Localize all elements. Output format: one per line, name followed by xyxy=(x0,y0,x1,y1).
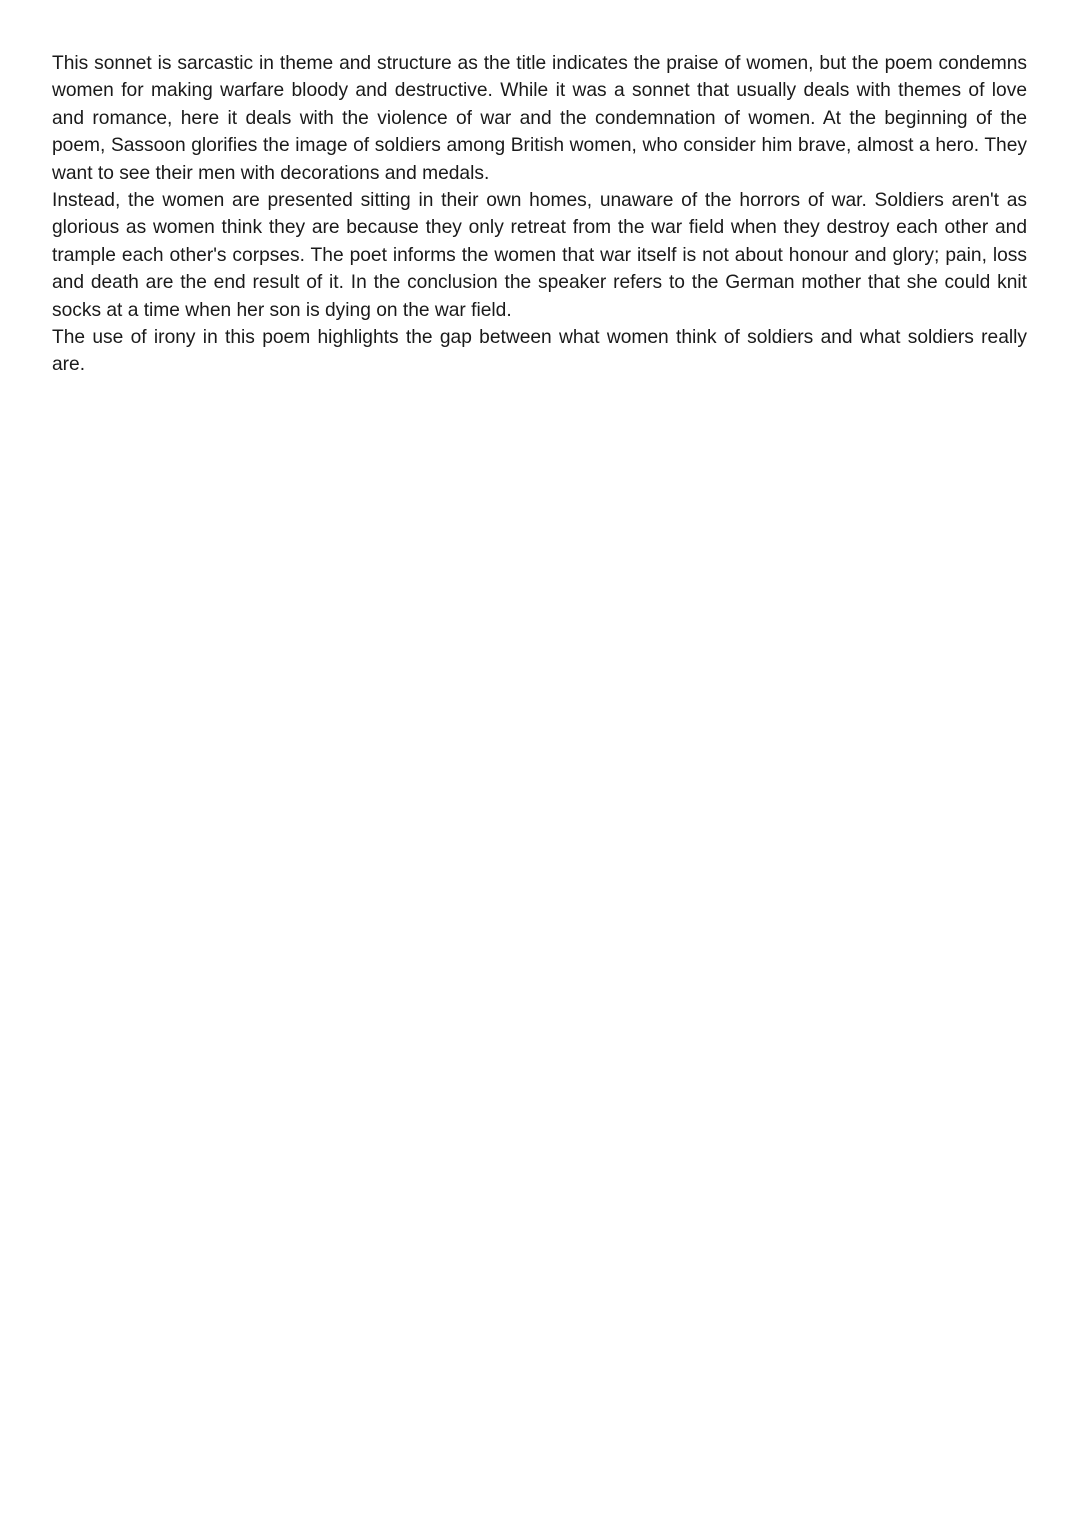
paragraph-2: Instead, the women are presented sitting in their own homes, unaware of the horrors of war. Soldiers aren't as glorious as women think they are because they only retreat from the war field when they destroy each other and trample each other's corpses. The poet informs the women that war itself is not about honour and glory; pain, loss and death are the end result of it. In the conclusion the speaker refers to the German mother that she could knit socks at a time when her son is dying on the war field. xyxy=(52,190,1027,321)
paragraph-3: The use of irony in this poem highlights the gap between what women think of soldiers and what soldiers really are. xyxy=(52,327,1027,376)
paragraph-1: This sonnet is sarcastic in theme and structure as the title indicates the praise of women, but the poem condemns women for making warfare bloody and destructive. While it was a sonnet that usually deals with themes of love and romance, here it deals with the violence of war and the condemnation of women. At the beginning of the poem, Sassoon glorifies the image of soldiers among British women, who consider him brave, almost a hero. They want to see their men with decorations and medals. xyxy=(52,53,1027,184)
document-page xyxy=(52,50,1027,379)
